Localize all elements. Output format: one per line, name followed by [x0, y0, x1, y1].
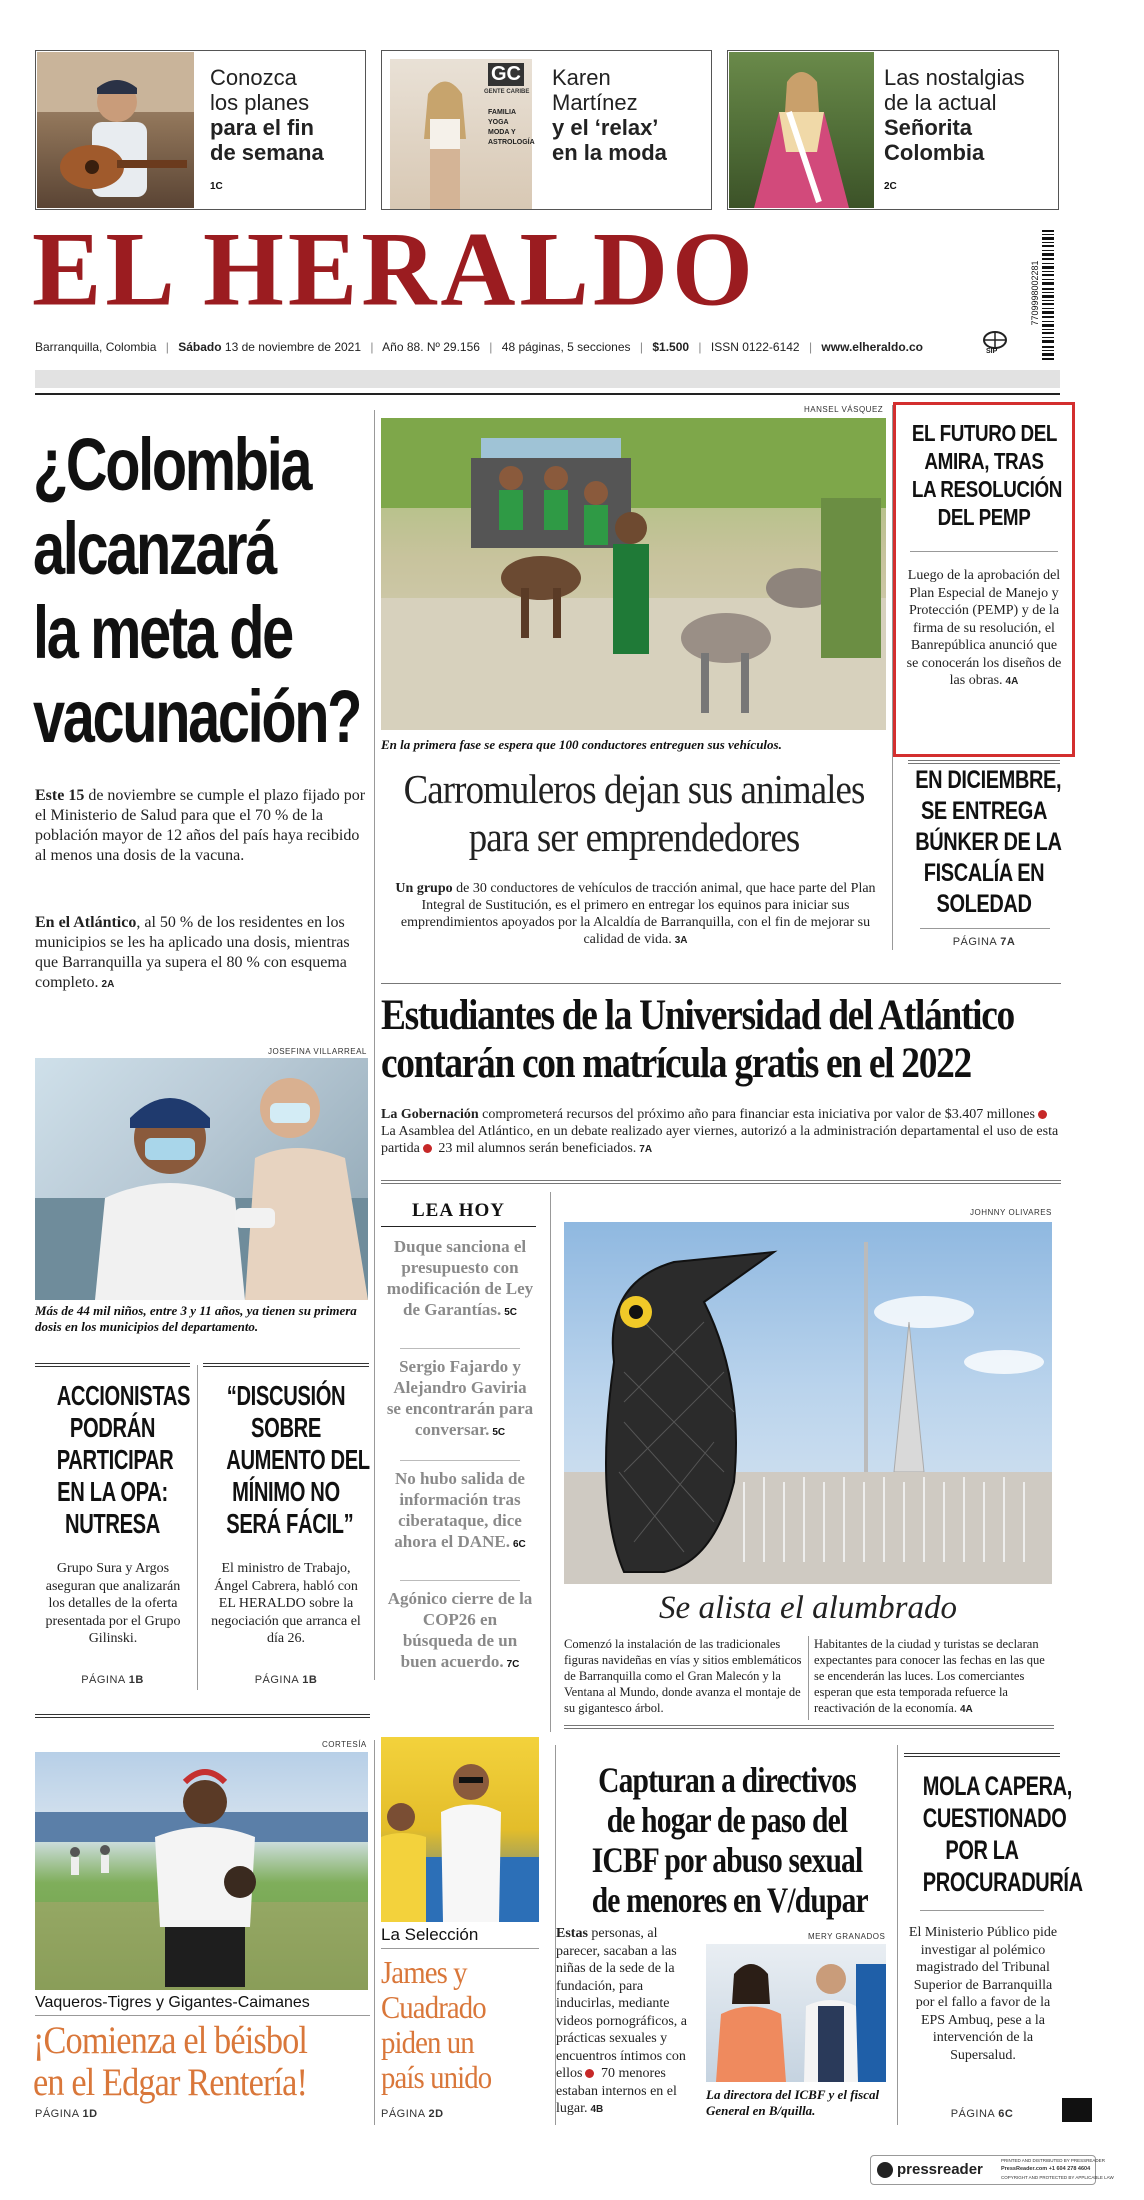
capera-divider — [920, 1910, 1044, 1911]
bunker-page-label: PÁGINA — [952, 936, 997, 948]
teaser-line: los planes — [210, 90, 310, 115]
capera-headline-line: CUESTIONADO — [922, 1803, 1067, 1833]
icbf-body-1: personas, al parecer, sacaban a las niñas de la sede de la fundación, para inducirlas, mediante videos pornográficos, a prácticas sexuales y encuentros íntimos con ellos — [556, 1926, 688, 2081]
beisbol-page-label: PÁGINA — [35, 2108, 79, 2120]
bunker-page-num[interactable]: 7A — [1000, 936, 1016, 948]
nutresa-page-label: PÁGINA — [81, 1674, 126, 1686]
lea-hoy-item[interactable] — [386, 1468, 534, 1555]
teaser-line: y el ‘relax’ — [552, 115, 659, 140]
amira-headline-line: LA RESOLUCIÓN — [911, 476, 1062, 502]
model-illustration — [400, 59, 490, 209]
icbf-photo — [706, 1944, 886, 2082]
amira-text — [906, 567, 1062, 691]
teaser-karen-martinez[interactable] — [381, 50, 712, 210]
minimo-headline-line: SERÁ FÁCIL” — [226, 1508, 354, 1539]
carromuleros-ref[interactable]: 3A — [674, 935, 688, 946]
capera-page-label: PÁGINA — [950, 2108, 995, 2120]
amira-body: Luego de la aprobación del Plan Especial de Manejo y Protección (PEMP) y de la firma de su resolución, el Banrepública anunció que se conocerán los diseños de las obras. — [906, 568, 1062, 688]
teaser-text — [210, 65, 360, 165]
bunker-headline[interactable] — [898, 765, 1070, 920]
seleccion-label: La Selección — [381, 1925, 479, 1944]
magazine-line: MODA Y — [488, 129, 516, 136]
seleccion-pageref — [381, 2108, 444, 2120]
lead-headline[interactable] — [33, 425, 373, 770]
amira-highlight-box[interactable] — [893, 402, 1075, 757]
bunker-headline-line: FISCALÍA EN — [923, 859, 1045, 887]
nutresa-page-num[interactable]: 1B — [128, 1674, 144, 1686]
pressreader-line-2: PressReader.com +1 604 278 4604 — [1001, 2166, 1091, 2172]
section-rule — [381, 1183, 1061, 1184]
seleccion-headline-line: Cuadrado — [381, 1989, 486, 2025]
bullet-icon — [585, 2069, 594, 2078]
carromuleros-text — [388, 880, 883, 949]
icbf-illustration — [706, 1944, 886, 2082]
lead-p2-ref[interactable]: 2A — [101, 979, 115, 990]
teaser-text — [552, 65, 708, 165]
lead-p1-text: de noviembre se cumple el plazo fijado por el Ministerio de Salud para que el 70 % de la población mayor de 12 años del país haya recibido al menos una dosis de la vacuna. — [35, 787, 366, 864]
minimo-headline-line: “DISCUSIÓN — [226, 1380, 346, 1411]
teaser-line: Conozca — [210, 65, 297, 90]
universidad-headline-line: contarán con matrícula gratis en el 2022 — [381, 1040, 971, 1087]
section-rule — [35, 1717, 370, 1718]
pressreader-line-3: COPYRIGHT AND PROTECTED BY APPLICABLE LAW — [1001, 2175, 1114, 2180]
beisbol-page-num[interactable]: 1D — [82, 2108, 98, 2120]
bullet-icon — [423, 1144, 432, 1153]
carromuleros-lead: Un grupo — [395, 881, 453, 896]
column-rule — [374, 1740, 375, 2125]
alumbrado-photo — [564, 1222, 1052, 1584]
teaser-page: 2C — [884, 181, 897, 192]
icbf-headline-line: Capturan a directivos — [598, 1760, 856, 1800]
teaser-line: para el fin — [210, 115, 314, 140]
teaser-line: Las nostalgias — [884, 65, 1025, 90]
lea-hoy-rule — [381, 1226, 536, 1227]
amira-headline-line: EL FUTURO DEL — [911, 420, 1058, 446]
guitarist-illustration — [37, 52, 194, 208]
universidad-text — [381, 1106, 1061, 1158]
photo-credit: MERY GRANADOS — [808, 1932, 886, 1941]
photo-credit: HANSEL VÁSQUEZ — [804, 405, 884, 414]
universidad-body-1: comprometerá recursos del próximo año para financiar esta iniciativa por valor de $3.407 millones — [478, 1107, 1035, 1122]
pressreader-icon — [877, 2162, 893, 2178]
lea-hoy-item-text: Sergio Fajardo y Alejandro Gaviria se encontrarán para conversar. — [386, 1357, 534, 1439]
icbf-lead: Estas — [556, 1926, 588, 1941]
teaser-line: de semana — [210, 140, 324, 165]
teaser-line: de la actual — [884, 90, 997, 115]
beisbol-caption: Vaqueros-Tigres y Gigantes-Caimanes — [35, 1994, 310, 2011]
carromuleros-illustration — [381, 418, 886, 730]
sip-globe-icon — [982, 330, 1008, 350]
lea-hoy-divider — [400, 1580, 520, 1581]
column-rule — [550, 1192, 551, 1732]
magazine-line: ASTROLOGÍA — [488, 139, 535, 146]
lea-hoy-item-text: Duque sanciona el presupuesto con modificación de Ley de Garantías. — [386, 1237, 534, 1319]
section-rule — [904, 1753, 1060, 1754]
beisbol-headline[interactable] — [33, 2020, 378, 2104]
column-rule — [808, 1636, 809, 1720]
photo-credit: CORTESÍA — [322, 1740, 367, 1749]
section-rule — [564, 1725, 1054, 1726]
universidad-headline-line: Estudiantes de la Universidad del Atlántico — [381, 992, 1014, 1039]
carromuleros-photo — [381, 418, 886, 730]
minimo-text: El ministro de Trabajo, Ángel Cabrera, habló con EL HERALDO sobre la negociación que arranca el día 26. — [211, 1561, 361, 1646]
bunker-headline-line: SOLEDAD — [936, 890, 1032, 918]
column-rule — [374, 410, 375, 1680]
dateline-year: Año 88. Nº 29.156 — [382, 340, 480, 354]
icbf-body-2: 70 menores estaban internos en el lugar. — [556, 2066, 677, 2116]
lead-paragraph-2 — [35, 913, 370, 995]
teaser-planes[interactable] — [35, 50, 366, 210]
lead-headline-line: alcanzará — [33, 507, 276, 590]
barcode — [1022, 228, 1056, 363]
magazine-line: YOGA — [488, 119, 509, 126]
teaser-page: 1C — [210, 181, 223, 192]
seleccion-photo — [381, 1737, 539, 1922]
lea-hoy-title: LEA HOY — [411, 1200, 506, 1221]
seleccion-page-label: PÁGINA — [381, 2108, 425, 2120]
barcode-number: 7709998002281 — [1030, 260, 1040, 326]
lea-hoy-divider — [400, 1348, 520, 1349]
dateline-city: Barranquilla, Colombia — [35, 340, 157, 354]
amira-double-rule — [908, 760, 1060, 761]
amira-headline-line: DEL PEMP — [937, 504, 1031, 530]
lea-hoy-divider — [400, 1460, 520, 1461]
section-rule — [35, 1366, 190, 1367]
bunker-headline-line: EN DICIEMBRE, — [915, 766, 1062, 794]
capera-headline[interactable] — [902, 1770, 1083, 1898]
lead-paragraph-1 — [35, 786, 370, 866]
nutresa-text: Grupo Sura y Argos aseguran que analizarán los detalles de la oferta presentada por el Grupo Gilinski. — [45, 1561, 181, 1646]
bunker-pageref — [898, 936, 1070, 948]
beisbol-pageref — [35, 2108, 98, 2120]
section-rule — [35, 1363, 190, 1364]
nutresa-pageref — [35, 1674, 190, 1686]
nutresa-headline-line: ACCIONISTAS — [56, 1380, 191, 1411]
nutresa-headline-line: EN LA OPA: — [57, 1476, 168, 1507]
vaccination-illustration — [35, 1058, 368, 1300]
seleccion-page-num[interactable]: 2D — [428, 2108, 444, 2120]
capera-page-num[interactable]: 6C — [998, 2108, 1014, 2120]
bullet-icon — [1038, 1110, 1047, 1119]
bunker-divider — [920, 928, 1050, 929]
lea-hoy-item-ref: 5C — [492, 1427, 506, 1438]
carromuleros-caption: En la primera fase se espera que 100 conductores entreguen sus vehículos. — [381, 737, 782, 752]
masthead-underline — [35, 393, 1060, 395]
icbf-text — [556, 1925, 696, 2119]
photo-credit: JOSEFINA VILLARREAL — [268, 1047, 367, 1056]
lea-hoy-item-text: No hubo salida de información tras ciberataque, dice ahora el DANE. — [394, 1469, 525, 1551]
icbf-headline[interactable] — [562, 1760, 892, 1920]
minimo-headline-line: MÍNIMO NO — [232, 1476, 340, 1507]
dateline-date: 13 de noviembre de 2021 — [224, 340, 362, 354]
amira-headline — [896, 419, 1072, 531]
lead-headline-line: ¿Colombia — [33, 423, 311, 506]
teaser-line: en la moda — [552, 140, 667, 165]
capera-pageref — [902, 2108, 1062, 2120]
alumbrado-headline[interactable]: Se alista el alumbrado — [659, 1590, 957, 1626]
seleccion-illustration — [381, 1737, 539, 1922]
teaser-photo-magazine — [390, 59, 535, 209]
universidad-ref[interactable]: 7A — [639, 1144, 653, 1155]
beisbol-headline-line: en el Edgar Rentería! — [33, 2061, 308, 2104]
sip-logo — [982, 330, 1008, 358]
lead-p2-text: , al 50 % de los residentes en los municipios se les ha aplicado una dosis, mientras que Barranquilla ya supera el 80 % con esquema completo. — [35, 914, 350, 991]
lea-hoy-item[interactable] — [386, 1588, 534, 1675]
teaser-line: Señorita — [884, 115, 973, 140]
teaser-photo-queen — [729, 52, 874, 208]
vaccination-photo — [35, 1058, 368, 1300]
teaser-text — [884, 65, 1054, 165]
amira-headline-line: AMIRA, TRAS — [924, 448, 1044, 474]
pressreader-badge[interactable] — [870, 2155, 1114, 2185]
alumbrado-illustration — [564, 1222, 1052, 1584]
beisbol-headline-line: ¡Comienza el béisbol — [33, 2019, 308, 2062]
icbf-headline-line: de hogar de paso del — [606, 1800, 848, 1840]
alumbrado-col-1: Comenzó la instalación de las tradicionales figuras navideñas en vías y sitios emblemáticos de Barranquilla como el Gran Malecón y la Ventana al Mundo, donde avanza el montaje de su gigantesco árbol. — [564, 1637, 802, 1715]
nutresa-headline-line: PODRÁN — [69, 1412, 156, 1443]
universidad-body-2: La Asamblea del Atlántico, en un debate realizado ayer viernes, autorizó a la administración departamental el uso de esta partida — [381, 1124, 1059, 1156]
lea-hoy-item[interactable] — [386, 1236, 534, 1323]
lea-hoy-item-ref: 6C — [512, 1539, 526, 1550]
minimo-pageref — [203, 1674, 369, 1686]
section-rule — [381, 983, 1061, 984]
lead-headline-line: la meta de — [33, 591, 292, 674]
queen-illustration — [729, 52, 874, 208]
teaser-senorita-colombia[interactable] — [727, 50, 1059, 210]
magazine-line: FAMILIA — [488, 109, 516, 116]
masthead-logo[interactable]: EL HERALDO — [32, 210, 757, 329]
seleccion-headline-line: país unido — [381, 2059, 492, 2095]
carromuleros-headline[interactable] — [378, 765, 890, 861]
universidad-lead: La Gobernación — [381, 1107, 479, 1122]
lea-hoy-item[interactable] — [386, 1356, 534, 1443]
dateline-web[interactable]: www.elheraldo.co — [821, 340, 923, 354]
minimo-page-label: PÁGINA — [254, 1674, 299, 1686]
beisbol-illustration — [35, 1752, 368, 1990]
teaser-line: Colombia — [884, 140, 985, 165]
alumbrado-ref[interactable]: 4A — [959, 1704, 973, 1715]
amira-double-rule — [908, 763, 1060, 764]
beisbol-rule — [35, 2015, 370, 2016]
bunker-headline-line: BÚNKER DE LA — [915, 828, 1062, 856]
seleccion-headline-line: piden un — [381, 2024, 474, 2060]
amira-divider — [910, 551, 1058, 552]
masthead-rule — [35, 370, 1060, 388]
magazine-logo: GC — [488, 63, 524, 86]
dateline: Barranquilla, Colombia | Sábado 13 de noviembre de 2021 | Año 88. Nº 29.156 | 48 páginas, 5 secciones | $1.500 | ISSN 0122-6142 | www.elheraldo.co — [35, 340, 923, 354]
sip-label: SIP — [986, 348, 998, 355]
minimo-headline-line: AUMENTO DEL — [226, 1444, 370, 1475]
nutresa-headline-line: PARTICIPAR — [56, 1444, 174, 1475]
capera-headline-line: MOLA CAPERA, — [922, 1771, 1072, 1801]
alumbrado-col-2 — [814, 1636, 1054, 1718]
seleccion-headline[interactable] — [381, 1955, 546, 2095]
seleccion-rule — [381, 1948, 539, 1949]
teaser-line: Karen — [552, 65, 611, 90]
icbf-ref[interactable]: 4B — [590, 2104, 604, 2115]
capera-headline-line: POR LA — [945, 1835, 1019, 1865]
seleccion-headline-line: James y — [381, 1954, 467, 1990]
carromuleros-headline-line: para ser emprendedores — [468, 814, 800, 860]
registration-mark — [1062, 2098, 1092, 2122]
amira-ref[interactable]: 4A — [1005, 676, 1019, 687]
dateline-day: Sábado — [178, 340, 222, 354]
nutresa-headline[interactable] — [35, 1380, 190, 1540]
icbf-caption: La directora del ICBF y el fiscal General en B/quilla. — [706, 2087, 880, 2118]
minimo-page-num[interactable]: 1B — [302, 1674, 318, 1686]
lea-hoy-item-ref: 5C — [504, 1307, 518, 1318]
teaser-photo-guitarist — [37, 52, 194, 208]
nutresa-headline-line: NUTRESA — [65, 1508, 160, 1539]
pressreader-line-1: PRINTED AND DISTRIBUTED BY PRESSREADER — [1001, 2158, 1105, 2163]
lead-headline-line: vacunación? — [33, 675, 361, 758]
section-rule — [564, 1728, 1054, 1729]
minimo-headline[interactable] — [203, 1380, 369, 1540]
universidad-body-3: 23 mil alumnos serán beneficiados. — [434, 1141, 637, 1156]
capera-headline-line: PROCURADURÍA — [922, 1867, 1083, 1897]
lea-hoy-item-ref: 7C — [506, 1659, 520, 1670]
column-rule — [197, 1365, 198, 1690]
pressreader-logo: pressreader — [897, 2161, 983, 2178]
lea-hoy-item-text: Agónico cierre de la COP26 en búsqueda de un buen acuerdo. — [387, 1589, 533, 1671]
vaccination-caption: Más de 44 mil niños, entre 3 y 11 años, ya tienen su primera dosis en los municipios del departamento. — [35, 1303, 357, 1334]
dateline-issn: ISSN 0122-6142 — [710, 340, 800, 354]
carromuleros-body: de 30 conductores de vehículos de tracción animal, que hace parte del Plan Integral de Sustitución, es el primero en entregar los equinos para iniciar sus emprendimientos apoyados por la Alcaldía de Barranquilla, con el fin de mejorar su calidad de vida. — [400, 881, 876, 947]
universidad-headline[interactable] — [381, 992, 1071, 1088]
column-rule — [897, 1745, 898, 2125]
bunker-headline-line: SE ENTREGA — [920, 797, 1048, 825]
capera-text: El Ministerio Público pide investigar al polémico magistrado del Tribunal Superior de Barranquilla por el fallo a favor de la EPS Ambuq, pese a la intervención de la Supersalud. — [908, 1925, 1058, 2063]
dateline-price: $1.500 — [652, 340, 690, 354]
lead-p1-lead: Este 15 — [35, 787, 85, 804]
magazine-subtitle: GENTE CARIBE — [484, 89, 530, 95]
section-rule — [203, 1366, 369, 1367]
carromuleros-headline-line: Carromuleros dejan sus animales — [403, 766, 865, 812]
icbf-headline-line: ICBF por abuso sexual — [591, 1840, 863, 1880]
alumbrado-col-2-text: Habitantes de la ciudad y turistas se declaran expectantes para conocer las fechas en las que se encenderán las luces. Los comerciantes esperan que esta temporada refuerce la reactivación de la economía. — [814, 1637, 1045, 1715]
beisbol-photo — [35, 1752, 368, 1990]
icbf-headline-line: de menores en V/dupar — [591, 1880, 868, 1920]
photo-credit: JOHNNY OLIVARES — [970, 1208, 1052, 1217]
teaser-line: Martínez — [552, 90, 638, 115]
section-rule — [381, 1180, 1061, 1181]
lead-p2-lead: En el Atlántico — [35, 914, 137, 931]
section-rule — [35, 1714, 370, 1715]
dateline-pages: 48 páginas, 5 secciones — [501, 340, 631, 354]
minimo-headline-line: SOBRE — [251, 1412, 321, 1443]
section-rule — [203, 1363, 369, 1364]
section-rule — [904, 1756, 1060, 1757]
